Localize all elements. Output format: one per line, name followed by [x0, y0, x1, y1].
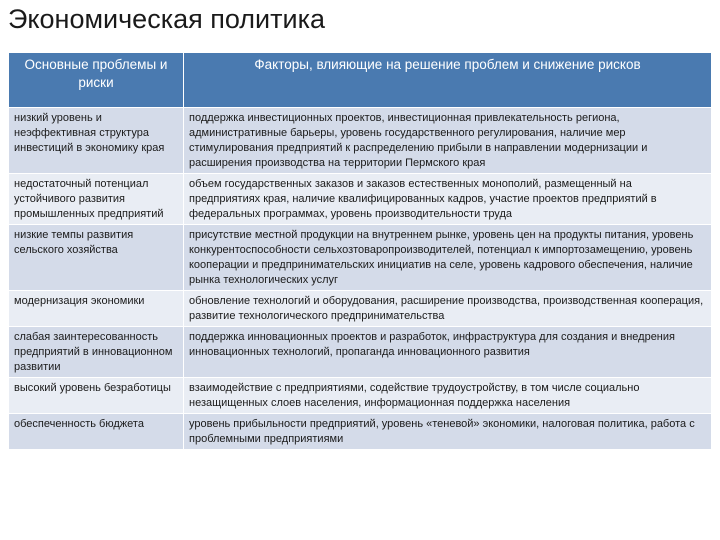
page-title: Экономическая политика — [8, 4, 325, 34]
problem-cell: модернизация экономики — [9, 291, 184, 327]
factors-cell: поддержка инвестиционных проектов, инвестиционная привлекательность региона, административные барьеры, уровень государственного регулирования, наличие мер стимулирования предприятий к распределению прибыли в направлении модернизации и расширения производства на территории Пермского края — [184, 108, 712, 174]
table-row — [9, 378, 712, 414]
problem-cell: недостаточный потенциал устойчивого развития промышленных предприятий — [9, 174, 184, 225]
table-row — [9, 327, 712, 378]
table-row — [9, 225, 712, 291]
factors-cell: обновление технологий и оборудования, расширение производства, производственная кооперация, развитие технологического предпринимательства — [184, 291, 712, 327]
header-factors: Факторы, влияющие на решение проблем и снижение рисков — [184, 53, 712, 108]
problem-cell: слабая заинтересованность предприятий в инновационном развитии — [9, 327, 184, 378]
problem-cell: низкий уровень и неэффективная структура инвестиций в экономику края — [9, 108, 184, 174]
factors-cell: поддержка инновационных проектов и разработок, инфраструктура для создания и внедрения инновационных технологий, пропаганда инновационного развития — [184, 327, 712, 378]
problem-cell: обеспеченность бюджета — [9, 414, 184, 450]
factors-cell: уровень прибыльности предприятий, уровень «теневой» экономики, налоговая политика, работа с проблемными предприятиями — [184, 414, 712, 450]
policy-table — [8, 52, 712, 450]
table-row — [9, 174, 712, 225]
table-header-row — [9, 53, 712, 108]
factors-cell: взаимодействие с предприятиями, содействие трудоустройству, в том числе социально незащищенных слоев населения, информационная поддержка населения — [184, 378, 712, 414]
problem-cell: низкие темпы развития сельского хозяйства — [9, 225, 184, 291]
table-row — [9, 108, 712, 174]
table-row — [9, 414, 712, 450]
problem-cell: высокий уровень безработицы — [9, 378, 184, 414]
header-problems: Основные проблемы и риски — [9, 53, 184, 108]
factors-cell: присутствие местной продукции на внутреннем рынке, уровень цен на продукты питания, уровень конкурентоспособности сельхозтоваропроизводителей, потенциал к импортозамещению, уровень кооперации и предпринимательских инициатив на селе, уровень кадрового обеспечения, наличие рынка технологических услуг — [184, 225, 712, 291]
table-row — [9, 291, 712, 327]
factors-cell: объем государственных заказов и заказов естественных монополий, размещенный на предприятиях края, наличие квалифицированных кадров, участие проектов предприятий в федеральных программах, уровень производительности труда — [184, 174, 712, 225]
